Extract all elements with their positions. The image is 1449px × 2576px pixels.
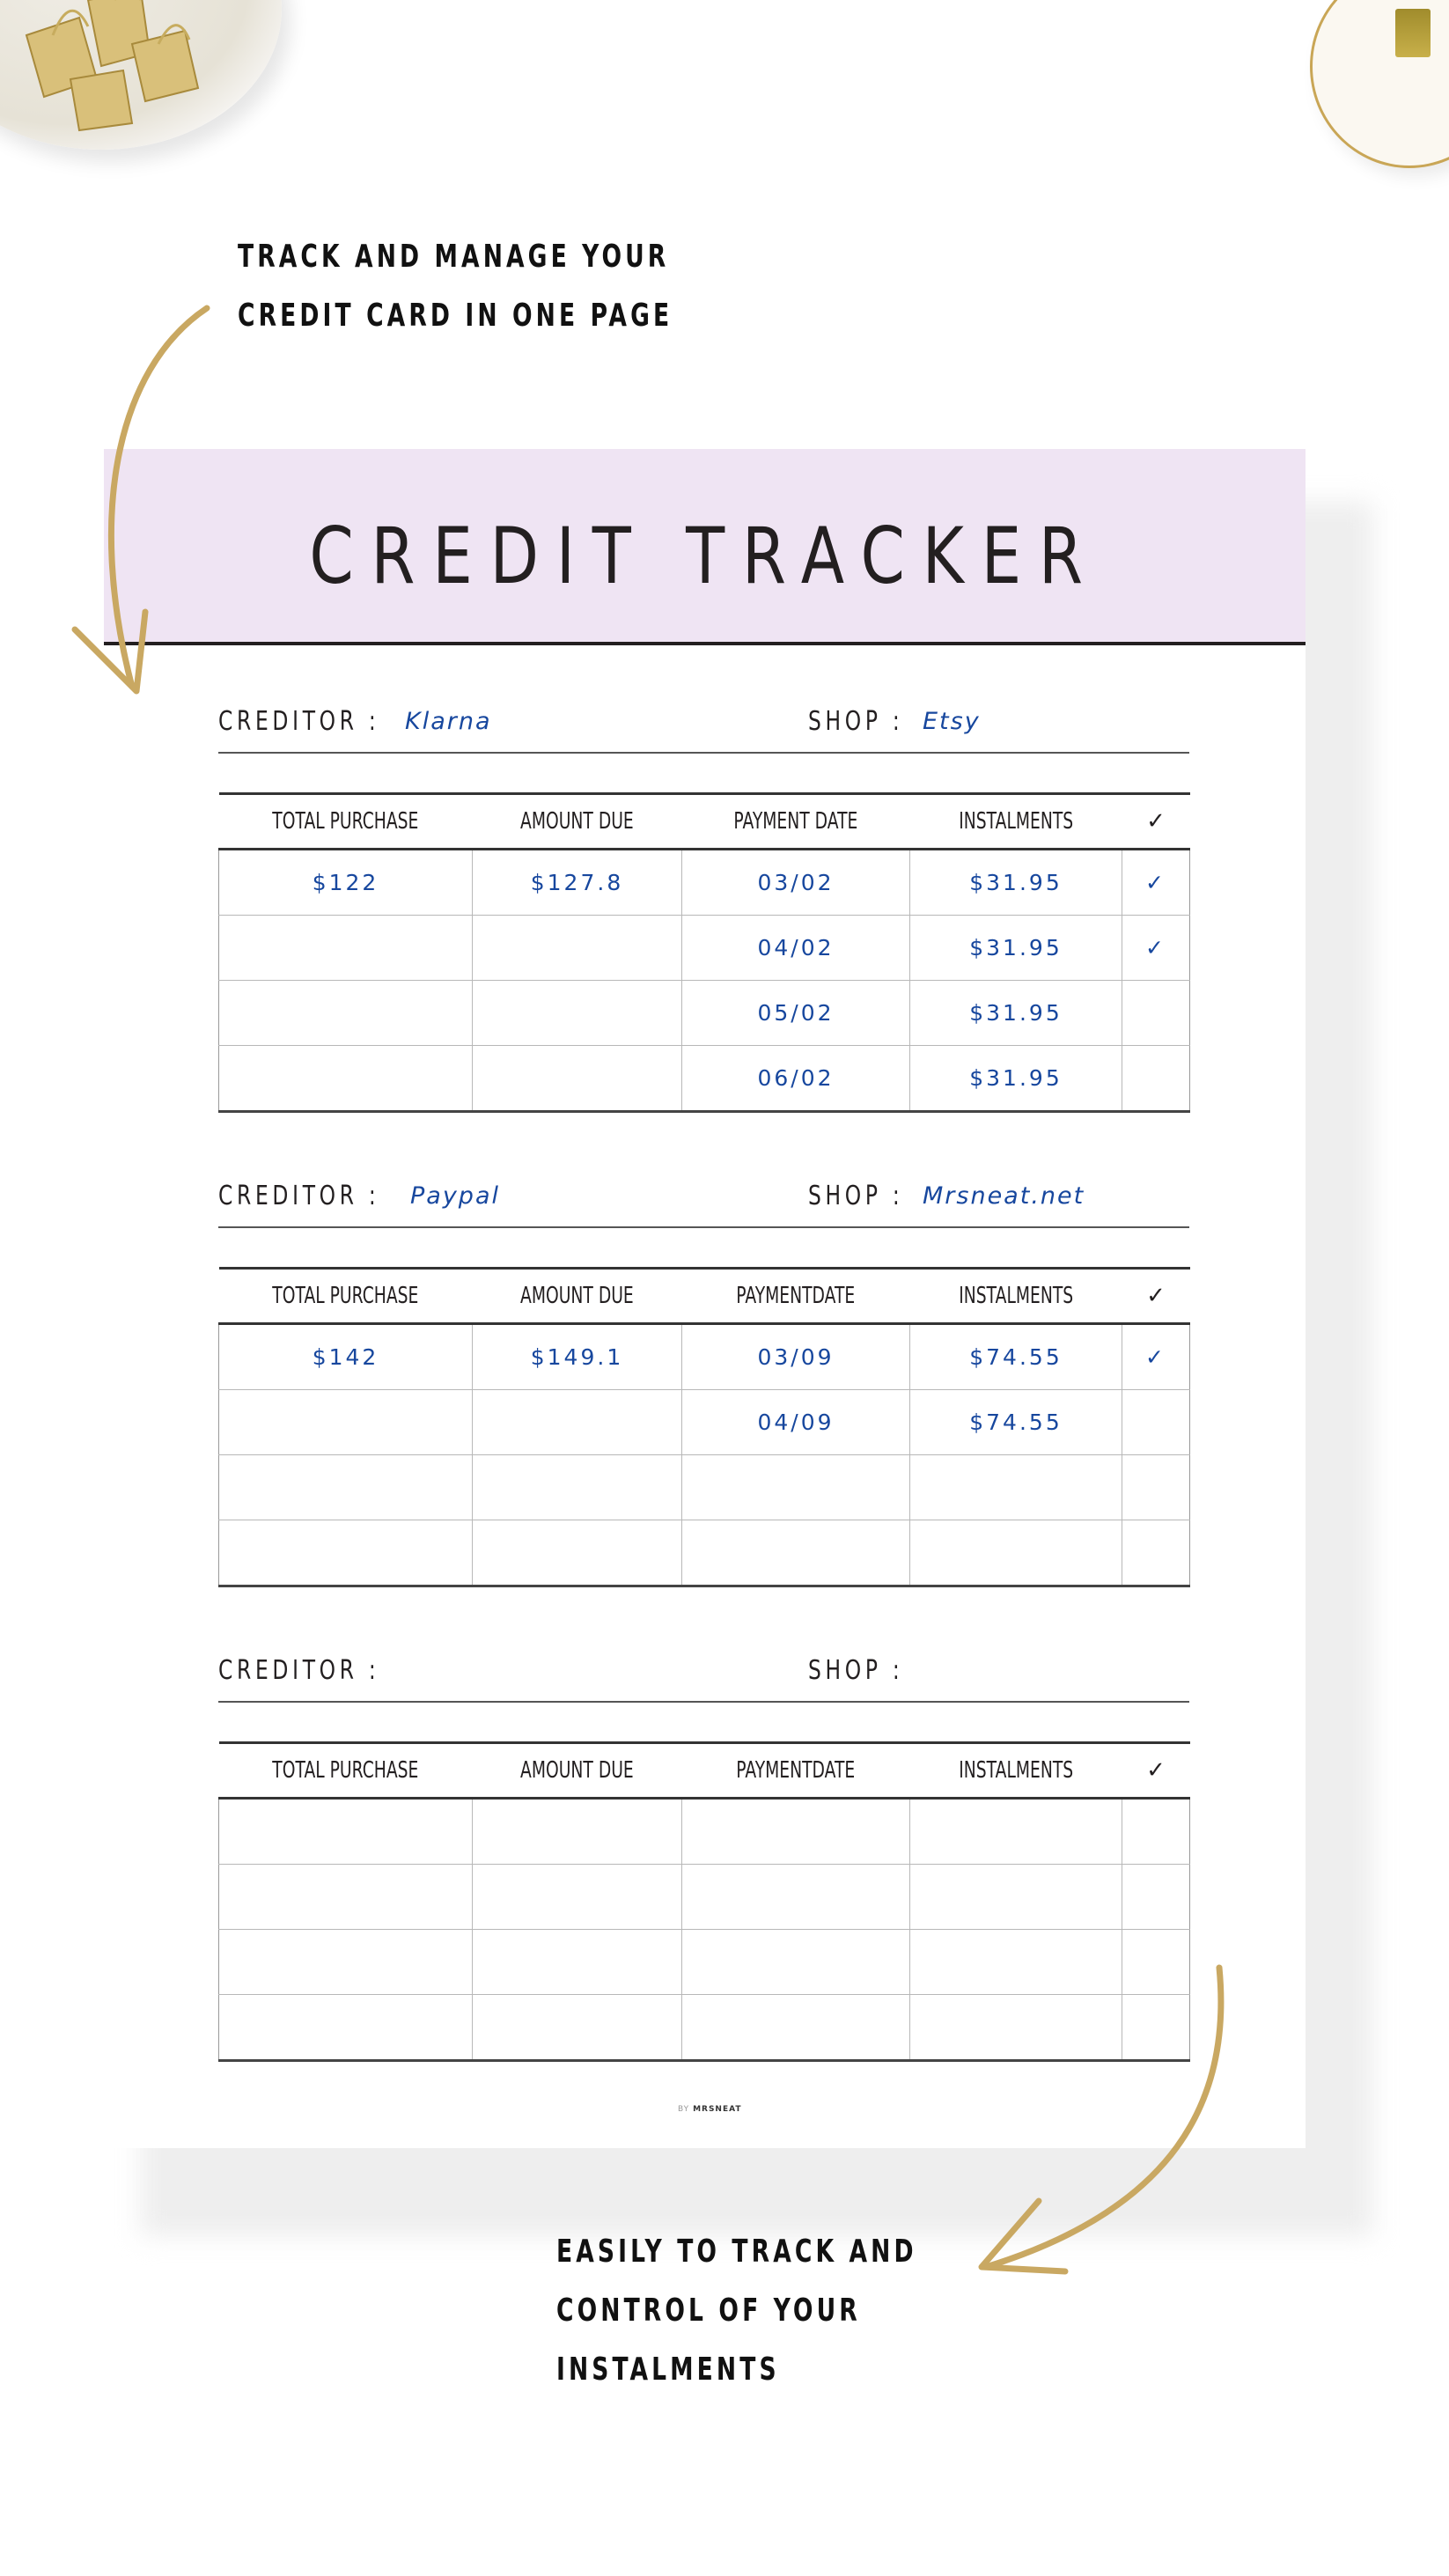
col-payment-date: PAYMENTDATE — [736, 1757, 856, 1784]
paid-check-cell[interactable] — [1122, 981, 1190, 1046]
instalment-cell[interactable] — [910, 1799, 1122, 1865]
instalment-cell[interactable] — [910, 1455, 1122, 1520]
instalments-table — [218, 792, 1190, 1113]
table-row — [219, 1799, 1190, 1865]
payment-date-cell[interactable]: 06/02 — [682, 1046, 910, 1112]
binder-clips-icon — [18, 0, 229, 132]
creditor-field[interactable]: Paypal — [410, 1182, 500, 1210]
total-purchase-cell[interactable]: $142 — [219, 1324, 473, 1390]
promo-top-text — [238, 227, 673, 345]
title-band — [104, 449, 1306, 645]
table-row — [219, 1390, 1190, 1455]
creditor-label: CREDITOR : — [218, 1181, 380, 1211]
footer-brand-name: MRSNEAT — [693, 2105, 742, 2114]
creditor-shop-row — [218, 1646, 1189, 1703]
amount-due-cell[interactable]: $127.8 — [473, 850, 682, 916]
gold-arrow-down-icon — [62, 299, 238, 704]
payment-date-cell[interactable] — [682, 1455, 910, 1520]
col-instalments: INSTALMENTS — [959, 1283, 1073, 1309]
creditor-section-2 — [218, 1172, 1189, 1435]
binder-clip-icon — [1395, 9, 1431, 57]
payment-date-cell[interactable]: 05/02 — [682, 981, 910, 1046]
shop-label: SHOP : — [808, 1181, 904, 1211]
instalment-cell[interactable]: $31.95 — [910, 916, 1122, 981]
amount-due-cell[interactable] — [473, 1455, 682, 1520]
promo-bottom-line-3: INSTALMENTS — [556, 2352, 780, 2388]
promo-top-line-2: CREDIT CARD IN ONE PAGE — [238, 298, 673, 334]
creditor-shop-row — [218, 697, 1189, 754]
instalment-cell[interactable]: $31.95 — [910, 850, 1122, 916]
instalment-cell[interactable]: $31.95 — [910, 1046, 1122, 1112]
total-purchase-cell[interactable] — [219, 1046, 473, 1112]
check-header-icon: ✓ — [1146, 1757, 1166, 1784]
payment-date-cell[interactable]: 04/09 — [682, 1390, 910, 1455]
total-purchase-cell[interactable]: $122 — [219, 850, 473, 916]
payment-date-cell[interactable]: 03/02 — [682, 850, 910, 916]
paid-check-cell[interactable] — [1122, 1520, 1190, 1586]
paid-check-icon[interactable]: ✓ — [1122, 1324, 1190, 1390]
col-total-purchase: TOTAL PURCHASE — [272, 1757, 419, 1784]
paid-check-cell[interactable] — [1122, 1046, 1190, 1112]
gold-arrow-left-icon — [968, 1963, 1250, 2280]
shop-field[interactable]: Mrsneat.net — [923, 1182, 1085, 1210]
col-payment-date: PAYMENTDATE — [736, 1283, 856, 1309]
creditor-field[interactable]: Klarna — [405, 708, 492, 735]
total-purchase-cell[interactable] — [219, 1455, 473, 1520]
col-total-purchase: TOTAL PURCHASE — [272, 808, 419, 835]
amount-due-cell[interactable] — [473, 1799, 682, 1865]
instalment-cell[interactable] — [910, 1865, 1122, 1930]
col-amount-due: AMOUNT DUE — [520, 808, 634, 835]
instalments-table — [218, 1267, 1190, 1587]
check-header-icon: ✓ — [1146, 808, 1166, 835]
col-total-purchase: TOTAL PURCHASE — [272, 1283, 419, 1309]
footer-brand — [678, 2105, 742, 2114]
footer-by: BY — [678, 2105, 690, 2114]
amount-due-cell[interactable] — [473, 1995, 682, 2061]
table-row — [219, 1324, 1190, 1390]
creditor-section-1 — [218, 697, 1189, 1091]
payment-date-cell[interactable] — [682, 1799, 910, 1865]
table-header-row — [219, 1743, 1190, 1799]
payment-date-cell[interactable] — [682, 1520, 910, 1586]
table-header-row — [219, 794, 1190, 850]
total-purchase-cell[interactable] — [219, 1390, 473, 1455]
table-row — [219, 1455, 1190, 1520]
promo-bottom-line-2: CONTROL OF YOUR — [556, 2293, 861, 2329]
instalment-cell[interactable]: $74.55 — [910, 1324, 1122, 1390]
table-row — [219, 1046, 1190, 1112]
table-row — [219, 1520, 1190, 1586]
amount-due-cell[interactable] — [473, 1930, 682, 1995]
table-row — [219, 916, 1190, 981]
payment-date-cell[interactable]: 04/02 — [682, 916, 910, 981]
promo-bottom-text — [556, 2222, 917, 2399]
amount-due-cell[interactable]: $149.1 — [473, 1324, 682, 1390]
paid-check-cell[interactable] — [1122, 1865, 1190, 1930]
total-purchase-cell[interactable] — [219, 1865, 473, 1930]
amount-due-cell[interactable] — [473, 981, 682, 1046]
page-title: CREDIT TRACKER — [309, 511, 1100, 601]
amount-due-cell[interactable] — [473, 1520, 682, 1586]
creditor-label: CREDITOR : — [218, 1655, 380, 1686]
table-row — [219, 850, 1190, 916]
total-purchase-cell[interactable] — [219, 1930, 473, 1995]
credit-tracker-page — [104, 449, 1306, 2148]
check-header-icon: ✓ — [1146, 1283, 1166, 1309]
col-instalments: INSTALMENTS — [959, 808, 1073, 835]
total-purchase-cell[interactable] — [219, 916, 473, 981]
payment-date-cell[interactable] — [682, 1995, 910, 2061]
creditor-section-3 — [218, 1646, 1189, 1784]
amount-due-cell[interactable] — [473, 1865, 682, 1930]
payment-date-cell[interactable]: 03/09 — [682, 1324, 910, 1390]
payment-date-cell[interactable] — [682, 1930, 910, 1995]
amount-due-cell[interactable] — [473, 1046, 682, 1112]
paid-check-cell[interactable] — [1122, 1799, 1190, 1865]
table-row — [219, 981, 1190, 1046]
total-purchase-cell[interactable] — [219, 1799, 473, 1865]
paid-check-icon[interactable]: ✓ — [1122, 850, 1190, 916]
table-header-row — [219, 1269, 1190, 1324]
col-amount-due: AMOUNT DUE — [520, 1757, 634, 1784]
promo-bottom-line-1: EASILY TO TRACK AND — [556, 2234, 917, 2270]
creditor-shop-row — [218, 1172, 1189, 1228]
instalment-cell[interactable]: $74.55 — [910, 1390, 1122, 1455]
amount-due-cell[interactable] — [473, 916, 682, 981]
payment-date-cell[interactable] — [682, 1865, 910, 1930]
amount-due-cell[interactable] — [473, 1390, 682, 1455]
total-purchase-cell[interactable] — [219, 1995, 473, 2061]
instalment-cell[interactable]: $31.95 — [910, 981, 1122, 1046]
table-row — [219, 1865, 1190, 1930]
shop-label: SHOP : — [808, 706, 904, 737]
col-payment-date: PAYMENT DATE — [733, 808, 858, 835]
promo-top-line-1: TRACK AND MANAGE YOUR — [238, 239, 670, 275]
paid-check-cell[interactable] — [1122, 1455, 1190, 1520]
col-amount-due: AMOUNT DUE — [520, 1283, 634, 1309]
creditor-label: CREDITOR : — [218, 706, 380, 737]
shop-field[interactable]: Etsy — [923, 708, 981, 735]
col-instalments: INSTALMENTS — [959, 1757, 1073, 1784]
paid-check-cell[interactable] — [1122, 1390, 1190, 1455]
instalment-cell[interactable] — [910, 1520, 1122, 1586]
total-purchase-cell[interactable] — [219, 1520, 473, 1586]
shop-label: SHOP : — [808, 1655, 904, 1686]
total-purchase-cell[interactable] — [219, 981, 473, 1046]
paid-check-icon[interactable]: ✓ — [1122, 916, 1190, 981]
